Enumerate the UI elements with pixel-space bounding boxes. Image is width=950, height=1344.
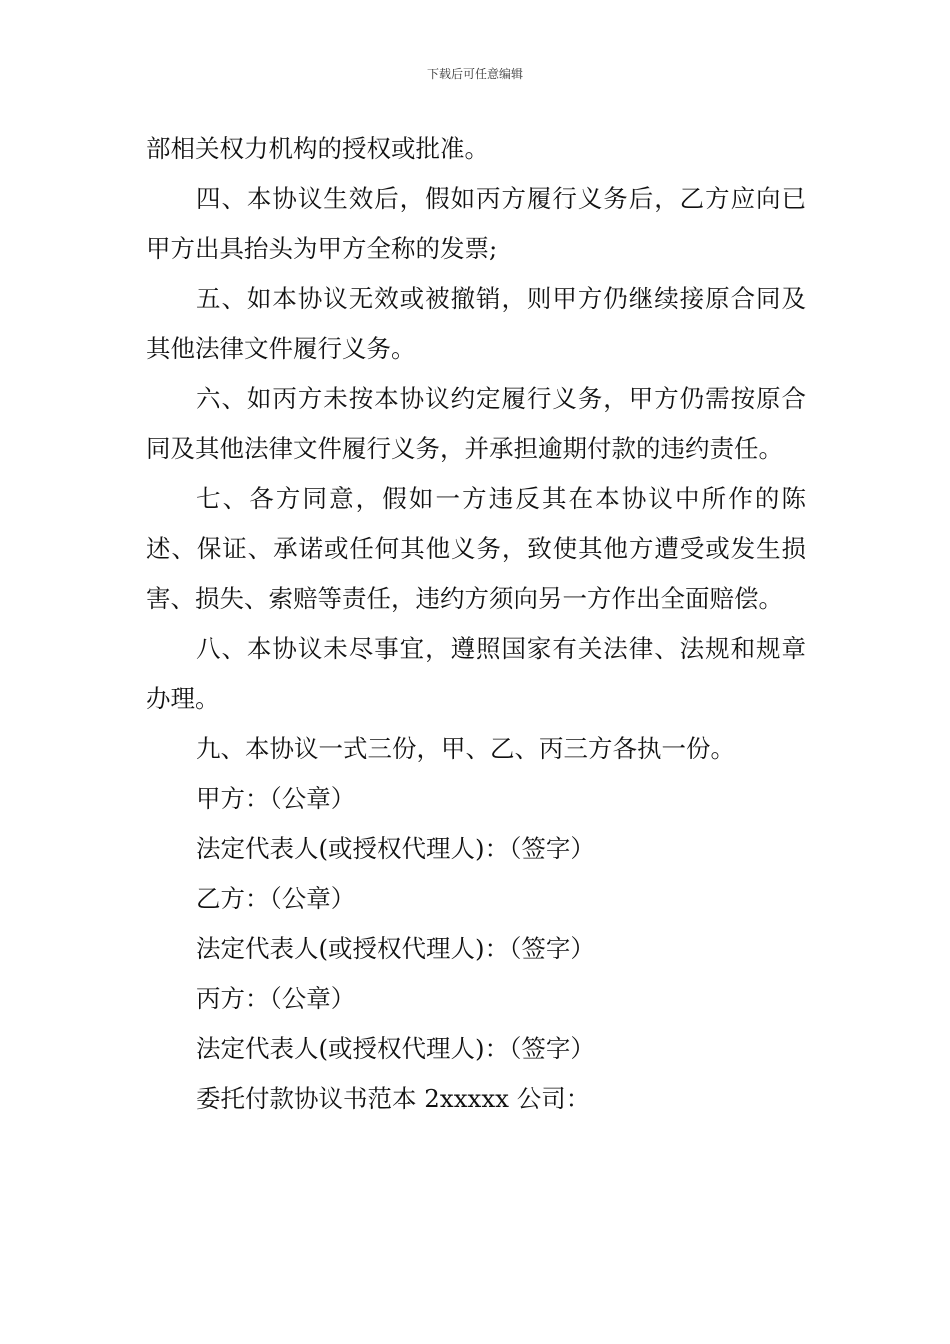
party-a-representative-signature: 法定代表人(或授权代理人)：（签字） (196, 834, 595, 863)
sample-heading: 委托付款协议书范本 2xxxxx 公司： (196, 1084, 591, 1113)
clause-5: 五、如本协议无效或被撤销，则甲方仍继续接原合同及其他法律文件履行义务。 (146, 284, 806, 363)
party-b-seal: 乙方：（公章） (196, 884, 356, 913)
clause-9: 九、本协议一式三份，甲、乙、丙三方各执一份。 (196, 734, 735, 763)
clause-7: 七、各方同意，假如一方违反其在本协议中所作的陈述、保证、承诺或任何其他义务，致使其他方遭受或发生损害、损失、索赔等责任，违约方须向另一方作出全面赔偿。 (146, 484, 806, 613)
clause-8: 八、本协议未尽事宜，遵照国家有关法律、法规和规章办理。 (146, 634, 806, 713)
paragraph-continuation: 部相关权力机构的授权或批准。 (146, 134, 489, 163)
party-a-seal: 甲方：（公章） (196, 784, 356, 813)
page-header-note: 下载后可任意编辑 (426, 67, 523, 81)
document-body (146, 124, 806, 1124)
party-c-seal: 丙方：（公章） (196, 984, 356, 1013)
clause-4: 四、本协议生效后，假如丙方履行义务后，乙方应向已甲方出具抬头为甲方全称的发票; (146, 184, 806, 263)
party-c-representative-signature: 法定代表人(或授权代理人)：（签字） (196, 1034, 595, 1063)
clause-6: 六、如丙方未按本协议约定履行义务，甲方仍需按原合同及其他法律文件履行义务，并承担逾期付款的违约责任。 (146, 384, 806, 463)
party-b-representative-signature: 法定代表人(或授权代理人)：（签字） (196, 934, 595, 963)
